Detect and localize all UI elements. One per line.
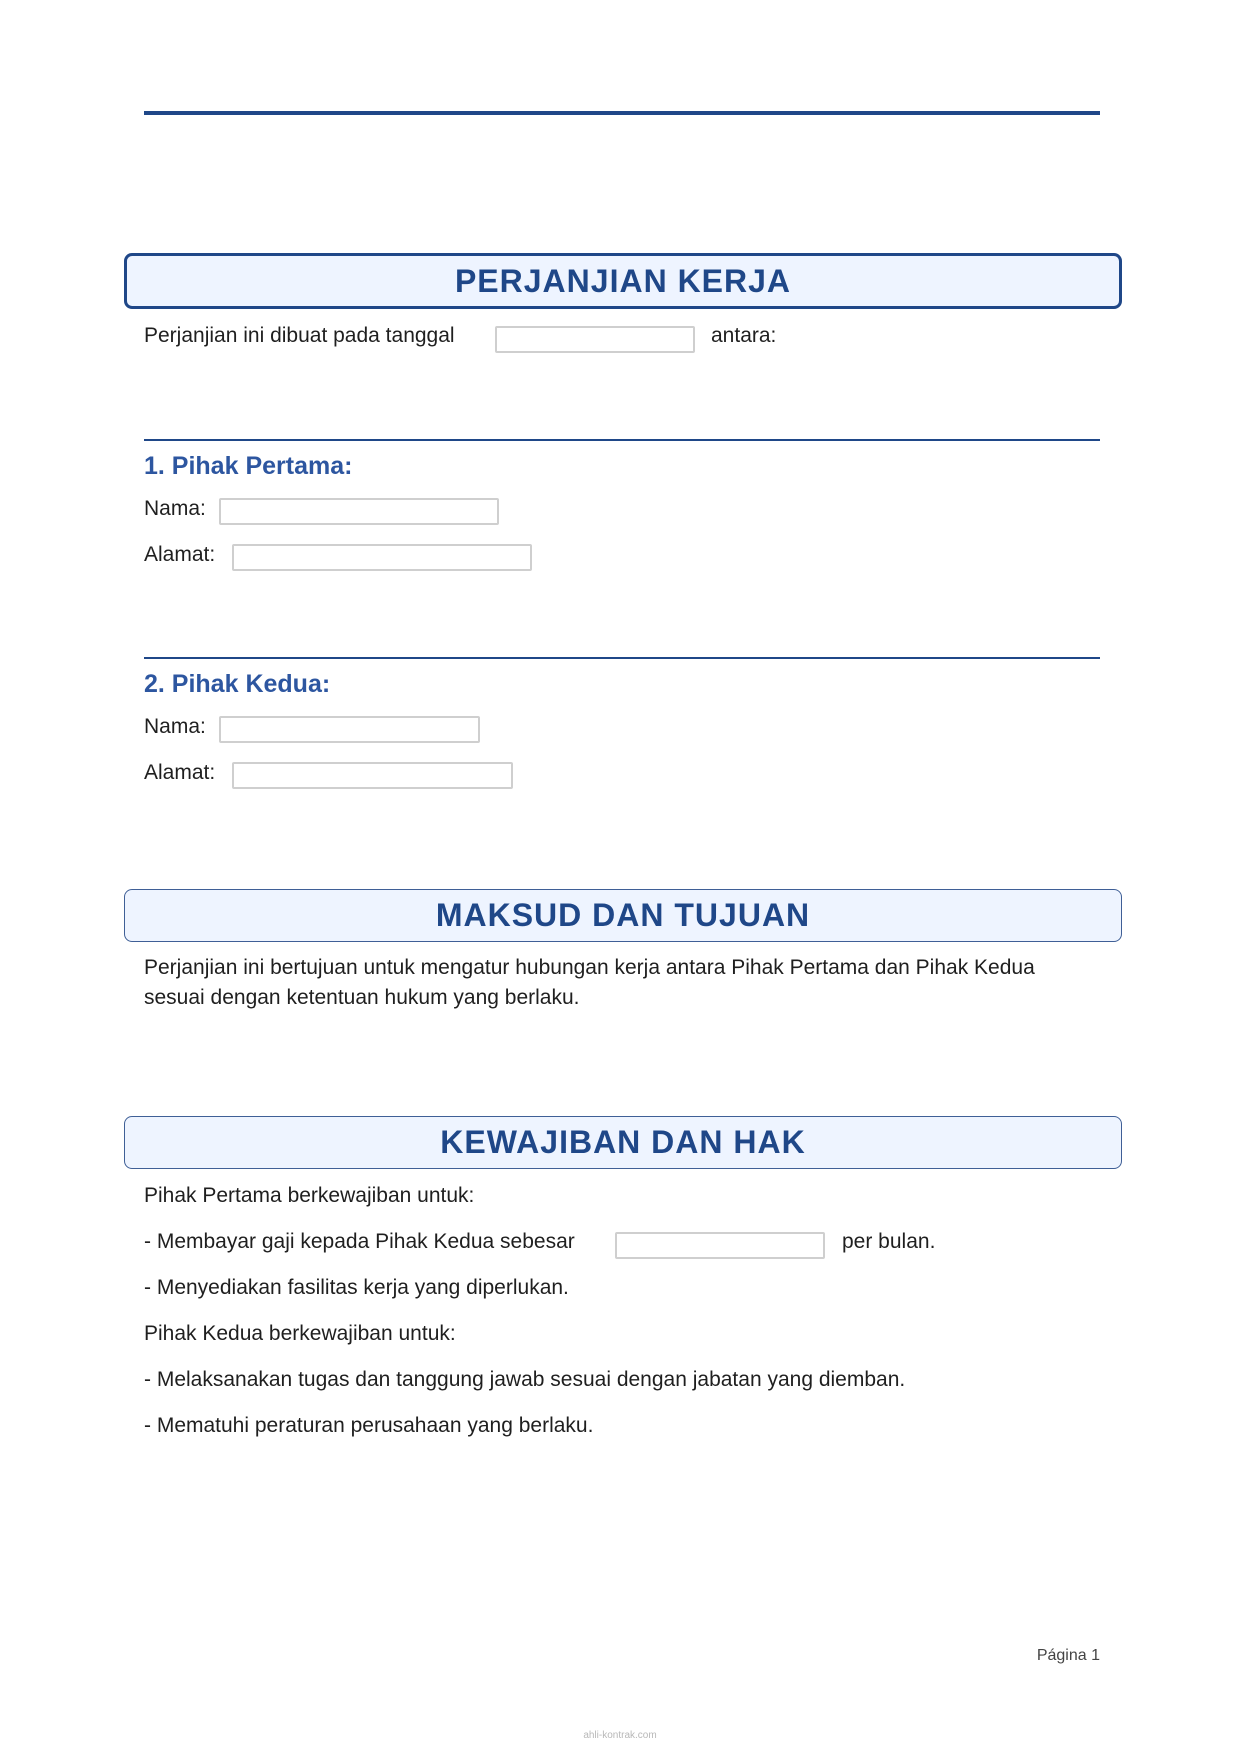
purpose-heading: MAKSUD DAN TUJUAN (124, 889, 1122, 942)
top-rule (144, 111, 1100, 115)
tasks-item: - Melaksanakan tugas dan tanggung jawab sesuai dengan jabatan yang diemban. (144, 1368, 906, 1391)
duties-heading: KEWAJIBAN DAN HAK (124, 1116, 1122, 1169)
document-title: PERJANJIAN KERJA (124, 253, 1122, 309)
facilities-item: - Menyediakan fasilitas kerja yang diperlukan. (144, 1276, 569, 1299)
party2-address-label: Alamat: (144, 761, 216, 784)
salary-item-suffix: per bulan. (842, 1230, 936, 1253)
footer-watermark: ahli-kontrak.com (583, 1730, 657, 1741)
first-party-duties-intro: Pihak Pertama berkewajiban untuk: (144, 1184, 475, 1207)
salary-field[interactable] (615, 1232, 825, 1259)
salary-item: - Membayar gaji kepada Pihak Kedua sebesar (144, 1230, 575, 1253)
section-divider (144, 657, 1100, 659)
party1-heading: 1. Pihak Pertama: (144, 452, 353, 480)
rules-item: - Mematuhi peraturan perusahaan yang berlaku. (144, 1414, 594, 1437)
party2-name-label: Nama: (144, 715, 206, 738)
party1-address-label: Alamat: (144, 543, 216, 566)
party2-address-field[interactable] (232, 762, 513, 789)
intro-text-after: antara: (711, 324, 777, 347)
party1-name-field[interactable] (219, 498, 499, 525)
party2-heading: 2. Pihak Kedua: (144, 670, 331, 698)
party2-name-field[interactable] (219, 716, 480, 743)
date-field[interactable] (495, 326, 695, 353)
party1-name-label: Nama: (144, 497, 206, 520)
page-number: Página 1 (1036, 1647, 1100, 1664)
second-party-duties-intro: Pihak Kedua berkewajiban untuk: (144, 1322, 456, 1345)
party1-address-field[interactable] (232, 544, 532, 571)
section-divider (144, 439, 1100, 441)
intro-text: Perjanjian ini dibuat pada tanggal (144, 324, 455, 347)
purpose-text: Perjanjian ini bertujuan untuk mengatur hubungan kerja antara Pihak Pertama dan Pihak Kedua sesuai dengan ketentuan hukum yang berlaku. (144, 956, 1035, 1009)
